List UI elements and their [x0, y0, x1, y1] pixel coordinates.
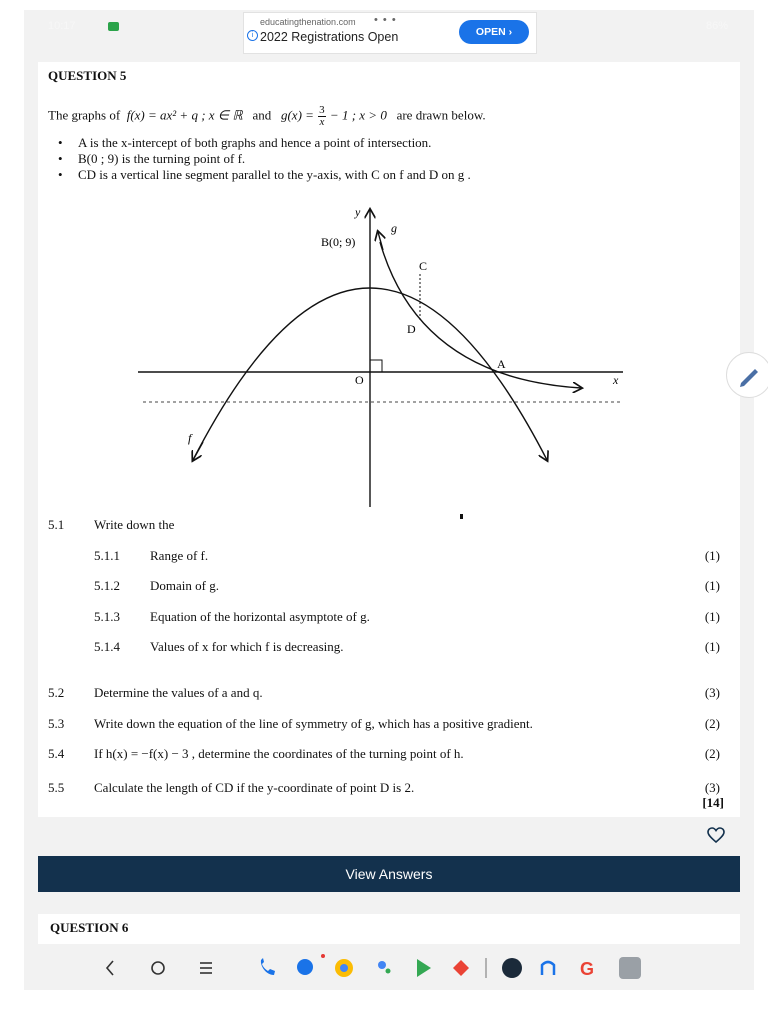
- item-text: Write down the: [94, 517, 175, 532]
- item-text: Values of x for which f is decreasing.: [150, 639, 344, 654]
- item-mark: (1): [704, 639, 720, 654]
- ad-banner[interactable]: [243, 12, 537, 54]
- graph-g: [380, 242, 581, 388]
- g-numerator: 3: [319, 104, 325, 116]
- chrome-center-icon: [340, 964, 348, 972]
- google-icon[interactable]: G: [580, 959, 595, 979]
- item-number: 5.1.3: [94, 609, 120, 624]
- label-g: g: [391, 221, 397, 235]
- view-answers-button[interactable]: View Answers: [38, 856, 740, 892]
- question-title: QUESTION 5: [48, 68, 127, 83]
- app-notification-icon: [108, 22, 119, 31]
- item-number: 5.3: [48, 716, 65, 731]
- ad-open-button[interactable]: OPEN ›: [459, 20, 529, 44]
- item-mark: (2): [704, 746, 720, 761]
- function-graph: [133, 202, 633, 512]
- f-definition: f(x) = ax² + q ; x ∈ ℝ: [126, 107, 243, 123]
- stray-mark: [460, 514, 463, 519]
- item-mark: (2): [704, 716, 720, 731]
- item-text: Determine the values of a and q.: [94, 685, 263, 700]
- assistant-icon[interactable]: [378, 961, 386, 969]
- right-angle-marker: [370, 360, 382, 372]
- next-question-card: [38, 914, 740, 944]
- item-mark: (3): [704, 685, 720, 700]
- pencil-icon: [727, 353, 768, 397]
- graph-g-top-arrow: [378, 232, 383, 250]
- question-intro: [48, 105, 486, 128]
- item-number: 5.1.1: [94, 548, 120, 563]
- back-icon[interactable]: [107, 961, 113, 975]
- item-number: 5.4: [48, 746, 65, 761]
- item-mark: (3): [704, 780, 720, 795]
- navigation-bar: [24, 944, 754, 990]
- app-drawer-icon[interactable]: [619, 957, 641, 979]
- item-number: 5.1.4: [94, 639, 120, 654]
- total-marks: [14]: [702, 795, 724, 810]
- messages-icon[interactable]: [297, 959, 313, 975]
- item-text: Equation of the horizontal asymptote of g.: [150, 609, 370, 624]
- assistant-dot-icon: [386, 969, 391, 974]
- edit-pencil-button[interactable]: [726, 352, 768, 398]
- home-icon[interactable]: [152, 962, 164, 974]
- item-mark: (1): [704, 609, 720, 624]
- intro-prefix: The graphs of: [48, 107, 121, 123]
- intro-and: and: [252, 107, 272, 123]
- heart-icon: [706, 826, 726, 844]
- battery-level: 86%: [705, 20, 728, 32]
- bullet-item: • B(0 ; 9) is the turning point of f.: [78, 151, 245, 167]
- ad-domain: educatingthenation.com: [260, 17, 356, 27]
- g-suffix: − 1 ; x > 0: [329, 107, 387, 123]
- intro-suffix: are drawn below.: [396, 107, 486, 123]
- label-o: O: [355, 373, 364, 387]
- item-number: 5.2: [48, 685, 65, 700]
- label-f: f: [188, 431, 192, 445]
- photos-icon[interactable]: [453, 960, 469, 976]
- item-mark: (1): [704, 548, 720, 563]
- favorite-heart-button[interactable]: [706, 826, 726, 849]
- g-prefix: g(x) =: [280, 107, 314, 123]
- recents-icon[interactable]: [200, 963, 212, 973]
- bullet-item: • CD is a vertical line segment parallel to the y-axis, with C on f and D on g .: [78, 167, 471, 183]
- item-number: 5.1: [48, 517, 65, 532]
- g-fraction: [318, 105, 326, 128]
- play-store-icon[interactable]: [417, 959, 431, 977]
- item-text: If h(x) = −f(x) − 3 , determine the coordinates of the turning point of h.: [94, 746, 464, 761]
- ad-title: 2022 Registrations Open: [260, 30, 399, 44]
- item-mark: (1): [704, 578, 720, 593]
- graph-f-left-arrow: [193, 442, 203, 460]
- n-app-icon[interactable]: [542, 962, 554, 975]
- ad-info-icon[interactable]: i: [247, 30, 258, 41]
- app-icon-dark[interactable]: [502, 958, 522, 978]
- status-time: 10:17: [48, 20, 76, 32]
- label-d: D: [407, 322, 416, 336]
- item-text: Range of f.: [150, 548, 209, 563]
- item-text: Domain of g.: [150, 578, 219, 593]
- label-y: y: [355, 205, 361, 219]
- item-number: 5.1.2: [94, 578, 120, 593]
- bullet-item: • A is the x-intercept of both graphs and hence a point of intersection.: [78, 135, 431, 151]
- label-c: C: [419, 259, 428, 273]
- ad-menu-icon[interactable]: • • •: [374, 14, 397, 26]
- notification-dot-icon: [321, 954, 325, 958]
- label-a: A: [497, 357, 506, 371]
- g-denominator: x: [319, 116, 325, 128]
- item-text: Write down the equation of the line of symmetry of g, which has a positive gradient.: [94, 716, 533, 731]
- question-card: [38, 62, 740, 817]
- label-x: x: [613, 373, 619, 387]
- item-text: Calculate the length of CD if the y-coordinate of point D is 2.: [94, 780, 415, 795]
- label-b: B(0; 9): [321, 235, 356, 249]
- phone-icon[interactable]: [261, 958, 275, 975]
- item-number: 5.5: [48, 780, 65, 795]
- nav-icons: [24, 944, 754, 990]
- next-question-title: QUESTION 6: [50, 920, 129, 935]
